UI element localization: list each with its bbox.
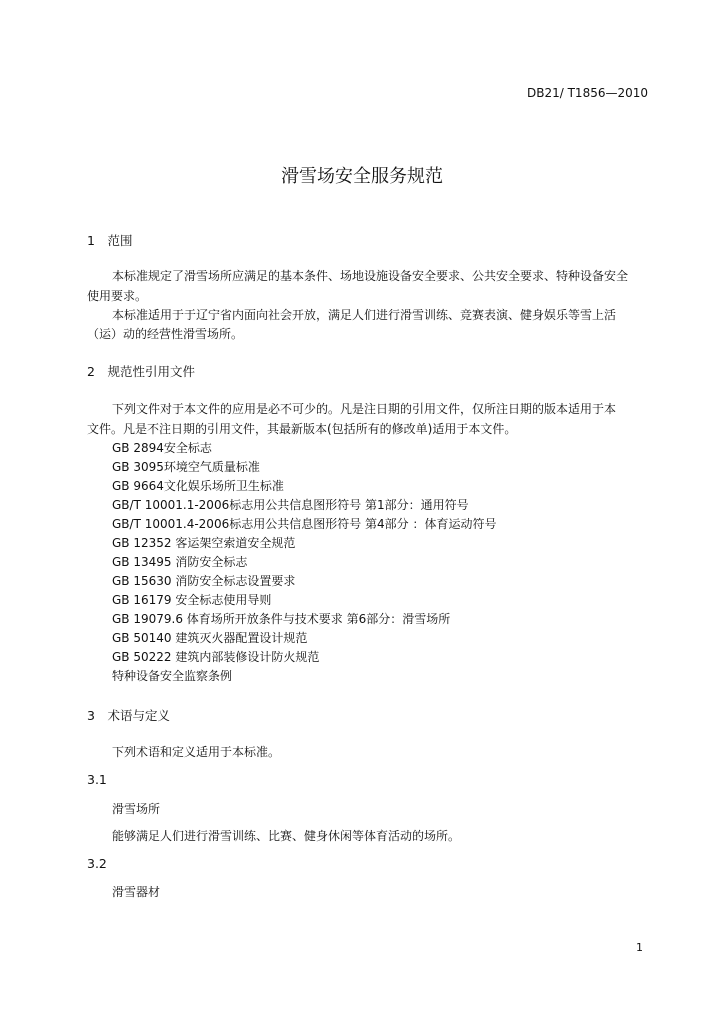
section-2-para-line-2: 文件。凡是不注日期的引用文件，其最新版本(包括所有的修改单)适用于本文件。 <box>87 422 517 436</box>
reference-item: GB 16179 安全标志使用导则 <box>112 593 272 607</box>
reference-item: GB 13495 消防安全标志 <box>112 555 248 569</box>
reference-item: GB 15630 消防安全标志设置要求 <box>112 574 296 588</box>
term-3-1-number: 3.1 <box>87 772 107 787</box>
page-number: 1 <box>636 941 643 954</box>
reference-item: 特种设备安全监察条例 <box>112 669 233 683</box>
reference-item: GB 50222 建筑内部装修设计防火规范 <box>112 650 320 664</box>
standard-code: DB21/ T1856—2010 <box>527 86 649 100</box>
section-1-para-1-line-2: 使用要求。 <box>87 289 148 303</box>
section-2-heading: 2 规范性引用文件 <box>87 364 195 379</box>
reference-item: GB/T 10001.4-2006标志用公共信息图形符号 第4部分 ：体育运动符号 <box>112 517 497 531</box>
term-3-1-definition: 能够满足人们进行滑雪训练、比赛、健身休闲等体育活动的场所。 <box>112 829 461 843</box>
reference-item: GB/T 10001.1-2006标志用公共信息图形符号 第1部分：通用符号 <box>112 498 469 512</box>
term-3-2-name: 滑雪器材 <box>112 885 161 899</box>
term-3-1-name: 滑雪场所 <box>112 802 161 816</box>
reference-item: GB 50140 建筑灭火器配置设计规范 <box>112 631 308 645</box>
document-title: 滑雪场安全服务规范 <box>281 166 443 187</box>
term-3-2-number: 3.2 <box>87 856 107 871</box>
section-1-para-1-line-1: 本标准规定了滑雪场所应满足的基本条件、场地设施设备安全要求、公共安全要求、特种设备安全 <box>112 269 629 283</box>
section-1-para-2-line-1: 本标准适用于于辽宁省内面向社会开放，满足人们进行滑雪训练、竞赛表演、健身娱乐等雪上活 <box>112 308 617 322</box>
section-2-para-line-1: 下列文件对于本文件的应用是必不可少的。凡是注日期的引用文件，仅所注日期的版本适用于本 <box>112 402 617 416</box>
reference-item: GB 9664文化娱乐场所卫生标准 <box>112 479 284 493</box>
reference-item: GB 19079.6 体育场所开放条件与技术要求 第6部分：滑雪场所 <box>112 612 451 626</box>
reference-item: GB 12352 客运架空索道安全规范 <box>112 536 296 550</box>
section-3-intro: 下列术语和定义适用于本标准。 <box>112 745 281 759</box>
section-1-para-2-line-2: （运）动的经营性滑雪场所。 <box>87 327 244 341</box>
section-1-heading: 1 范围 <box>87 233 133 248</box>
reference-item: GB 2894安全标志 <box>112 441 212 455</box>
reference-item: GB 3095环境空气质量标准 <box>112 460 260 474</box>
section-3-heading: 3 术语与定义 <box>87 708 170 723</box>
